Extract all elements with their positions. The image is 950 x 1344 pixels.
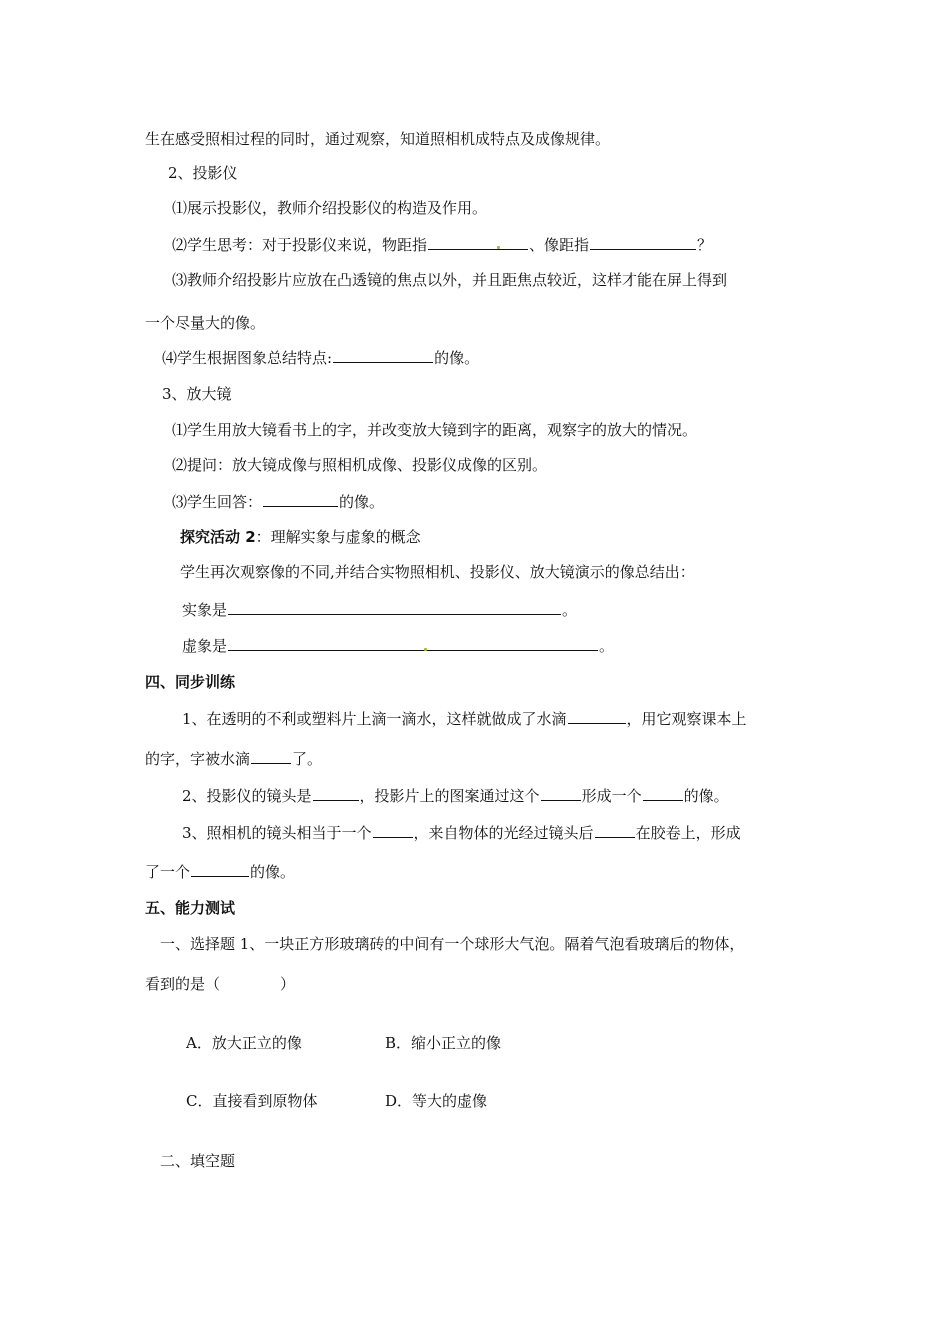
section-heading: 3、放大镜 (162, 385, 232, 403)
question-text: 的像。 (339, 493, 385, 511)
fill-in-line (145, 861, 295, 882)
text-line: ⑴学生用放大镜看书上的字，并改变放大镜到字的距离，观察字的放大的情况。 (172, 421, 698, 439)
speck-mark (497, 246, 500, 249)
answer-blank[interactable] (595, 822, 635, 838)
question-text: 。 (599, 637, 615, 655)
answer-blank[interactable] (251, 748, 291, 764)
text-line: ⑴展示投影仪，教师介绍投影仪的构造及作用。 (172, 199, 488, 217)
answer-blank[interactable] (643, 785, 683, 801)
question-text: ⑷学生根据图象总结特点: (162, 349, 333, 367)
fill-in-line (182, 822, 741, 843)
question-text: 虚象是 (182, 637, 228, 655)
answer-blank[interactable] (590, 234, 696, 250)
activity-heading (180, 527, 421, 547)
question-text: 的像。 (250, 863, 296, 881)
fill-in-line (182, 599, 577, 620)
question-text: 实象是 (182, 601, 228, 619)
question-text: 、像距指 (529, 236, 590, 254)
fill-in-line (182, 708, 747, 729)
question-text: 了一个 (145, 863, 191, 881)
option-d[interactable]: D．等大的虚像 (385, 1092, 488, 1110)
answer-blank[interactable] (568, 708, 626, 724)
text-line: 生在感受照相过程的同时，通过观察，知道照相机成特点及成像规律。 (145, 130, 611, 148)
question-text: 形成一个 (581, 787, 642, 805)
answer-blank[interactable] (191, 861, 249, 877)
question-text: 了。 (292, 750, 323, 768)
fill-in-line (182, 785, 729, 806)
section-heading: 二、填空题 (160, 1152, 236, 1170)
answer-blank[interactable] (373, 822, 413, 838)
question-text: 1、在透明的不利或塑料片上滴一滴水，这样就做成了水滴 (182, 710, 567, 728)
question-text: ，投影片上的图案通过这个 (359, 787, 540, 805)
answer-blank[interactable] (541, 785, 581, 801)
answer-blank[interactable] (428, 234, 528, 250)
fill-in-line (172, 234, 712, 255)
option-b[interactable]: B．缩小正立的像 (385, 1034, 502, 1052)
fill-in-line (172, 491, 384, 512)
speck-mark (424, 648, 427, 651)
section-heading: 2、投影仪 (168, 164, 238, 182)
question-text: ⑶学生回答： (172, 493, 263, 511)
question-text: 的像。 (434, 349, 480, 367)
text-line: 学生再次观察像的不同,并结合实物照相机、投影仪、放大镜演示的像总结出： (180, 563, 695, 581)
question-text: 在胶卷上，形成 (635, 824, 741, 842)
answer-blank[interactable] (263, 491, 338, 507)
section-heading: 四、同步训练 (145, 673, 236, 691)
question-text: ，来自物体的光经过镜头后 (413, 824, 594, 842)
text-line: ⑵提问：放大镜成像与照相机成像、投影仪成像的区别。 (172, 456, 548, 474)
answer-blank[interactable] (333, 347, 433, 363)
question-text: 。 (562, 601, 578, 619)
question-text: 3、照相机的镜头相当于一个 (182, 824, 372, 842)
question-text: ，用它观察课本上 (626, 710, 747, 728)
fill-in-line (145, 748, 322, 769)
answer-blank[interactable] (228, 599, 561, 615)
activity-title: ：理解实象与虚象的概念 (255, 528, 421, 546)
question-text: 的字，字被水滴 (145, 750, 251, 768)
option-c[interactable]: C．直接看到原物体 (186, 1092, 318, 1110)
question-text: 2、投影仪的镜头是 (182, 787, 312, 805)
answer-blank[interactable] (313, 785, 359, 801)
question-text: 一、选择题 1、一块正方形玻璃砖的中间有一个球形大气泡。隔着气泡看玻璃后的物体， (160, 935, 745, 953)
activity-label: 探究活动 2 (180, 528, 256, 546)
section-heading: 五、能力测试 (145, 899, 236, 917)
text-line: 一个尽量大的像。 (145, 314, 266, 332)
fill-in-line (182, 635, 614, 656)
question-text: ？ (697, 236, 713, 254)
question-text: ⑵学生思考：对于投影仪来说，物距指 (172, 236, 428, 254)
answer-blank[interactable] (228, 635, 598, 651)
option-a[interactable]: A．放大正立的像 (186, 1034, 302, 1052)
fill-in-line (162, 347, 479, 368)
question-text: 的像。 (683, 787, 729, 805)
question-text: 看到的是（ ） (145, 975, 296, 993)
text-line: ⑶教师介绍投影片应放在凸透镜的焦点以外，并且距焦点较近，这样才能在屏上得到 (172, 271, 728, 289)
